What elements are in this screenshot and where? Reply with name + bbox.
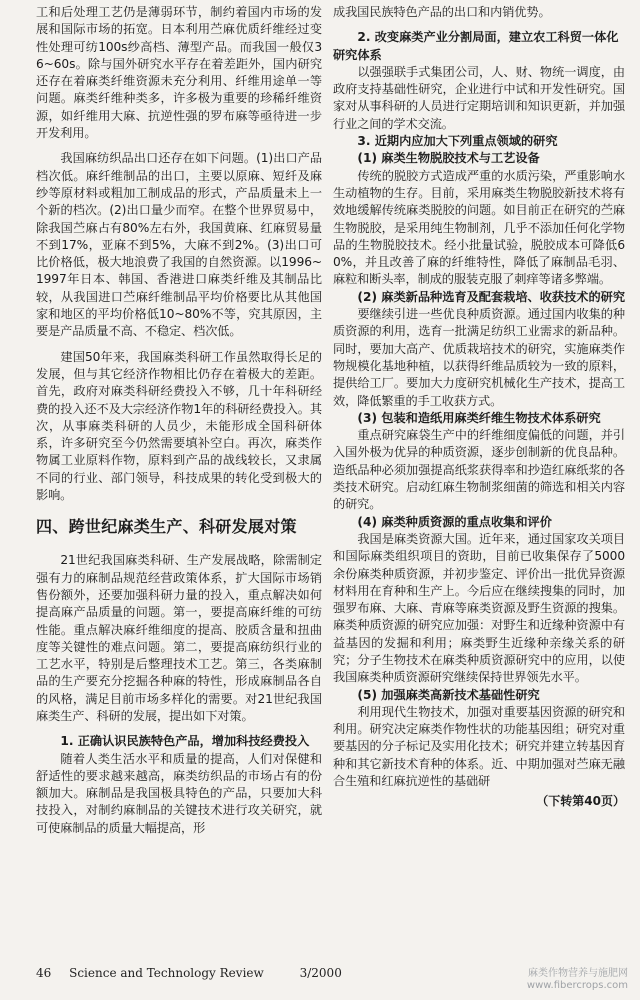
issue-number: 3/2000	[299, 966, 342, 980]
paragraph: 传统的脱胶方式造成严重的水质污染，严重影响水生动植物的生存。目前，采用麻类生物脱胶新技术将有效地缓解传统麻类脱胶的问题。如目前正在研究的苎麻生物脱胶，是采用纯生物制剂，几乎不添加任何化学物品的生物脱胶技术。经小批量试验，脱胶成本可降低60%，并且改善了麻的纤维特性，降低了麻制品毛羽、麻粒和断头率，制成的服装克服了刺痒等诸多弊端。	[333, 168, 625, 287]
paragraph: 我国麻纺织品出口还存在如下问题。(1)出口产品档次低。麻纤维制品的出口，主要以原麻、短纤及麻纱等原材料或粗加工制成品的形式，产品质量未上一个新的档次。(2)出口量少而窄。在整个世界贸易中，除我国苎麻占有80%左右外，我国黄麻、红麻贸易量不到17%，亚麻不到5%，大麻不到2%。(3)出口可比价格低，极大地浪费了我国的自然资源。以1996~1997年日本、韩国、香港进口麻类纤维及其制品比较，从我国进口苎麻纤维制品平均价格要比从其他国家和地区的平均价格低10~80%不等，究其原因，主要是产品质量不高、不稳定、档次低。	[36, 151, 322, 339]
subsection-heading: 2. 改变麻类产业分割局面，建立农工科贸一体化研究体系	[333, 30, 619, 62]
paragraph: 重点研究麻袋生产中的纤维细度偏低的问题，并引入国外极为优异的种质资源，逐步创制新的优良品种。造纸品种必须加强提高纸浆获得率和抄造红麻纸浆的各类技术研究。启动红麻生物制浆细菌的筛选和相关内容的研究。	[333, 428, 625, 512]
paragraph: 工和后处理工艺仍是薄弱环节，制约着国内市场的发展和国际市场的拓宽。日本利用苎麻优质纤维经过变性处理可纺100s纱高档、薄型产品。而我国一般仅36~60s。除与国外研究水平存在着差距外，国内研究还存在着麻类纤维资源未充分利用、纤维用途单一等问题。麻类纤维种类多，许多极为重要的珍稀纤维资源，如纤维用大麻、抗逆性强的罗布麻等亟待进一步开发利用。	[36, 5, 322, 141]
paragraph: 以强强联手式集团公司，人、财、物统一调度，由政府支持基础性研究，企业进行中试和开发性研究。国家对从事科研的人员进行定期培训和知识更新，并加强行业之间的学术交流。	[333, 64, 625, 131]
paragraph: 随着人类生活水平和质量的提高，人们对保健和舒适性的要求越来越高，麻类纺织品的市场占有的份额加大。麻制品是我国极具特色的产品，只要加大科技投入，对制约麻制品的关键技术进行攻关研究，就可使麻制品的质量大幅提高，形	[36, 751, 322, 835]
paragraph: 建国50年来，我国麻类科研工作虽然取得长足的发展，但与其它经济作物相比仍存在着极大的差距。首先，政府对麻类科研经费投入不够，几十年科研经费的投入还不及大宗经济作物1年的科研经费投入。其次，从事麻类科研的人员少，未能形成全国科研体系，许多研究至今仍然需要填补空白。再次，麻类作物属工业原料作物，原料到产品的战线较长，又隶属不同的行业、部门领导，科技成果的转化受到极大的影响。	[36, 349, 322, 503]
paragraph: 要继续引进一些优良种质资源。通过国内收集的种质资源的利用，选育一批满足纺织工业需求的新品种。同时，要加大高产、优质栽培技术的研究，实施麻类作物规模化基地种植，以获得纤维品质较为一致的原料，提供给工厂。要加大力度研究机械化生产技术，提高工效，降低繁重的手工收获方式。	[333, 307, 625, 408]
right-column	[333, 4, 625, 809]
sub-heading: (2) 麻类新品种选育及配套栽培、收获技术的研究	[357, 289, 626, 304]
subsection-heading: 3. 近期内应加大下列重点领域的研究	[357, 134, 558, 149]
journal-name: Science and Technology Review	[69, 966, 264, 980]
paragraph: 利用现代生物技术，加强对重要基因资源的研究和利用。研究决定麻类作物性状的功能基因组；研究对重要基因的分子标记及实用化技术；研究并建立转基因育种和其它新技术育种的体系。近、中期加强对苎麻无融合生殖和红麻抗逆性的基础研	[333, 704, 625, 789]
continued-note: （下转第40页）	[536, 794, 625, 809]
page-footer	[36, 966, 356, 980]
page-number: 46	[36, 966, 52, 980]
section-heading: 四、跨世纪麻类生产、科研发展对策	[36, 517, 297, 537]
paragraph: 21世纪我国麻类科研、生产发展战略，除需制定强有力的麻制品规范经营政策体系，扩大国际市场销售份额外，还要加强科研力量的投入，重点解决如何提高麻产品质量的问题。第一，要提高麻纤维的可纺性能。重点解决麻纤维细度的提高、胶质含量和扭曲度等关键性的难点问题。第二，要提高麻纺织行业的工艺水平，特别是后整理技术工艺。第三，各类麻制品的生产要充分挖掘各种麻的特性，形成麻制品各自的风格，满足目前市场多样化的需要。对21世纪我国麻类生产、科研的发展，提出如下对策。	[36, 553, 322, 723]
sub-heading: (3) 包装和造纸用麻类纤维生物技术体系研究	[357, 410, 601, 425]
subsection-heading: 1. 正确认识民族特色产品，增加科技经费投入	[60, 734, 310, 749]
sub-heading: (5) 加强麻类高新技术基础性研究	[357, 687, 540, 702]
paragraph: 我国是麻类资源大国。近年来，通过国家攻关项目和国际麻类组织项目的资助，目前已收集保存了5000余份麻类种质资源，并初步鉴定、评价出一批优异资源材料用在育种和生产上。今后应在继续搜集的同时，加强罗布麻、大麻、青麻等麻类资源及野生资源的搜集。麻类种质资源的研究应加强：对野生和近缘种资源中有益基因的发掘和利用；麻类野生近缘种亲缘关系的研究；分子生物技术在麻类种质资源研究中的应用，以使我国麻类种质资源研究继续保持世界领先水平。	[333, 531, 625, 685]
watermark	[527, 968, 628, 992]
left-column	[36, 4, 322, 837]
sub-heading: (1) 麻类生物脱胶技术与工艺设备	[357, 151, 540, 166]
watermark-url: www.fibercrops.com	[526, 980, 628, 991]
watermark-site-name: 麻类作物营养与施肥网	[528, 968, 628, 979]
sub-heading: (4) 麻类种质资源的重点收集和评价	[357, 514, 552, 529]
paragraph: 成我国民族特色产品的出口和内销优势。	[333, 5, 551, 19]
